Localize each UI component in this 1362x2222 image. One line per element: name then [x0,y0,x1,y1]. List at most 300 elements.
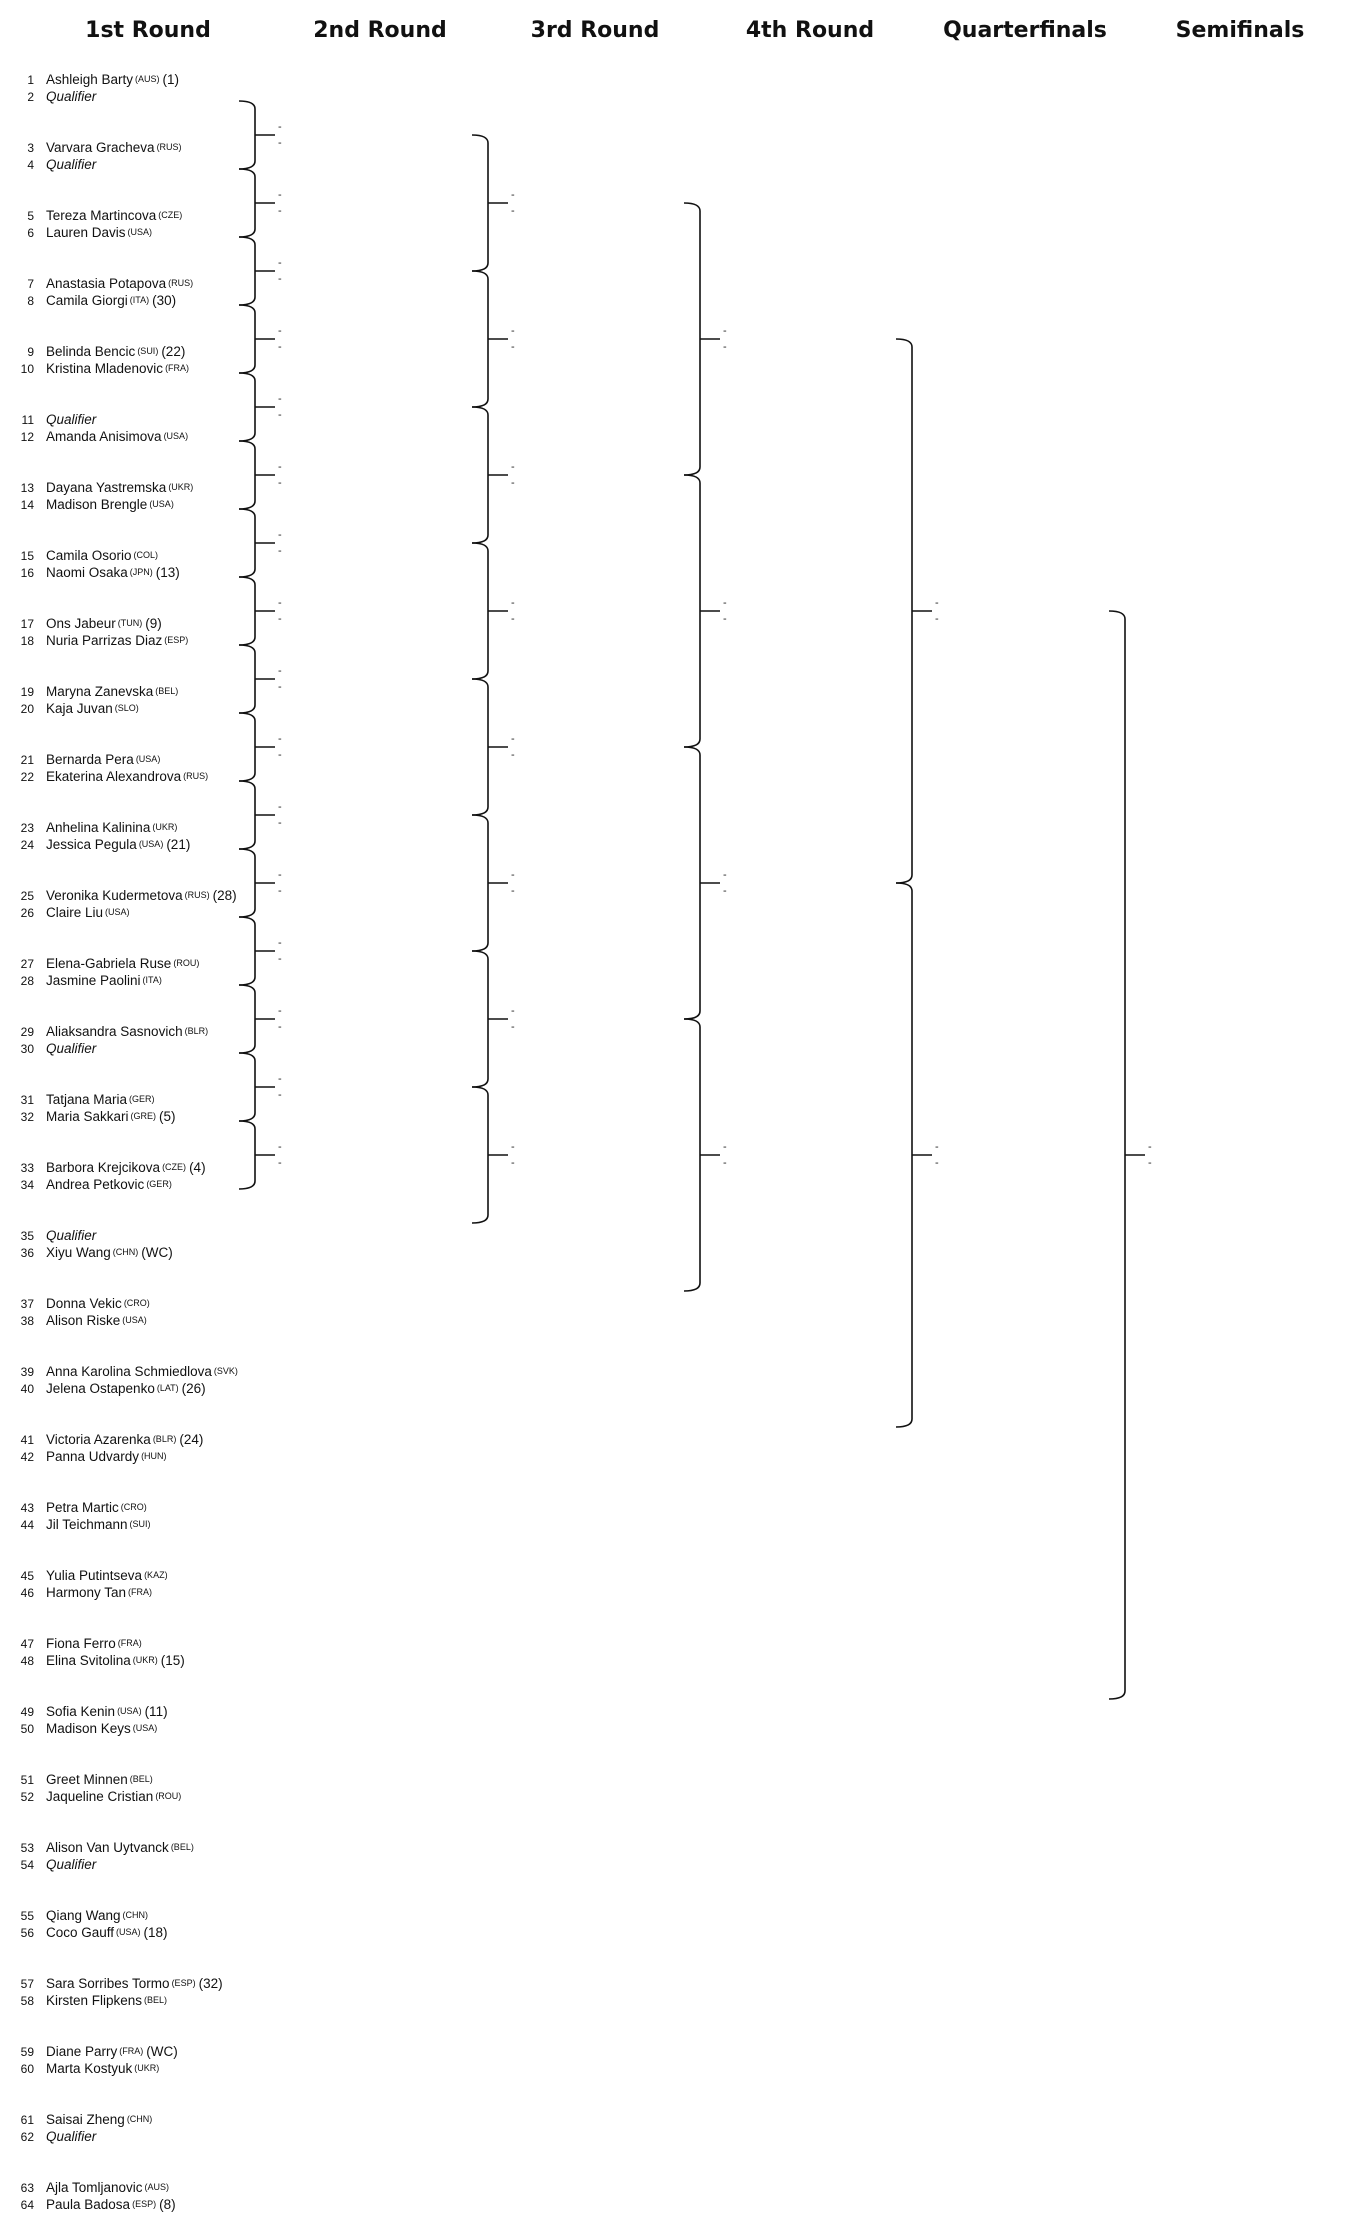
result-placeholder: - [278,1157,282,1169]
player-name: Andrea Petkovic [46,1177,145,1192]
result-placeholder: - [278,1021,282,1033]
player-country: (USA) [105,907,130,917]
bracket-connector [684,475,720,747]
player-name: Panna Udvardy [46,1449,140,1464]
result-placeholder: - [511,733,515,745]
player-country: (CZE) [158,210,183,220]
player-name: Victoria Azarenka [46,1432,151,1447]
draw-number: 36 [20,1246,34,1260]
player-name: Donna Vekic [46,1296,122,1311]
player-country: (CHN) [122,1910,149,1920]
player-country: (GRE) [130,1111,157,1121]
player-name: Coco Gauff [46,1925,115,1940]
bracket-connector [1109,611,1145,1699]
result-placeholder: - [511,869,515,881]
player-name: Naomi Osaka [46,565,128,580]
draw-number: 61 [20,2113,34,2127]
result-placeholder: - [511,189,515,201]
result-placeholder: - [511,613,515,625]
bracket-connector [896,883,932,1427]
player-country: (USA) [127,227,153,237]
player-name: Jaqueline Cristian [46,1789,154,1804]
player-country: (FRA) [119,2046,144,2056]
result-placeholder: - [278,257,282,269]
player-name: Ashleigh Barty [46,72,134,87]
bracket-connector [239,1053,275,1121]
draw-number: 14 [20,498,34,512]
player-seed: (18) [143,1925,168,1940]
result-placeholder: - [278,529,282,541]
bracket-connector [239,1121,275,1189]
draw-number: 52 [20,1790,34,1804]
bracket-connector [896,339,932,883]
result-placeholder: - [935,597,939,609]
player-name: Anastasia Potapova [46,276,167,291]
player-name: Qualifier [46,1857,97,1872]
draw-number: 7 [27,277,34,291]
result-placeholder: - [278,409,282,421]
player-country: (UKR) [132,1655,158,1665]
player-country: (UKR) [152,822,178,832]
result-placeholder: - [723,613,727,625]
player-name: Fiona Ferro [46,1636,116,1651]
player-country: (JPN) [129,567,153,577]
bracket-connector [239,645,275,713]
draw-number: 5 [27,209,34,223]
draw-number: 37 [20,1297,34,1311]
player-name: Sofia Kenin [46,1704,116,1719]
player-country: (FRA) [128,1587,153,1597]
player-country: (BEL) [155,686,179,696]
player-country: (BEL) [129,1774,153,1784]
player-seed: (8) [159,2197,176,2212]
draw-number: 35 [20,1229,34,1243]
result-placeholder: - [511,205,515,217]
draw-number: 46 [20,1586,34,1600]
player-country: (USA) [138,839,164,849]
draw-number: 25 [20,889,34,903]
result-placeholder: - [511,341,515,353]
player-country: (USA) [135,754,161,764]
draw-number: 31 [20,1093,34,1107]
player-name: Alison Van Uytvanck [46,1840,169,1855]
bracket-connector [472,1087,508,1223]
result-placeholder: - [723,341,727,353]
player-country: (GER) [146,1179,172,1189]
draw-number: 30 [20,1042,34,1056]
draw-number: 47 [20,1637,34,1651]
player-country: (ESP) [164,635,189,645]
round-header-5: Quarterfinals [943,18,1107,43]
player-name: Veronika Kudermetova [46,888,183,903]
player-name: Camila Osorio [46,548,132,563]
player-country: (ITA) [129,295,150,305]
draw-number: 22 [20,770,34,784]
player-country: (CHN) [112,1247,139,1257]
draw-number: 42 [20,1450,34,1464]
bracket-connector [684,1019,720,1291]
result-placeholder: - [278,665,282,677]
bracket-connector [239,917,275,985]
player-seed: (11) [144,1704,168,1719]
player-name: Tatjana Maria [46,1092,128,1107]
player-country: (USA) [132,1723,158,1733]
result-placeholder: - [511,1021,515,1033]
player-country: (USA) [149,499,174,509]
draw-number: 28 [20,974,34,988]
draw-number: 39 [20,1365,34,1379]
draw-number: 20 [20,702,34,716]
bracket-connector [239,101,275,169]
draw-number: 38 [20,1314,34,1328]
result-placeholder: - [278,801,282,813]
player-country: (RUS) [184,890,210,900]
bracket-connector [684,747,720,1019]
bracket-connector [239,237,275,305]
player-name: Greet Minnen [46,1772,128,1787]
bracket-connector [239,713,275,781]
result-placeholder: - [723,597,727,609]
player-country: (UKR) [134,2063,160,2073]
draw-number: 44 [20,1518,34,1532]
result-placeholder: - [278,1141,282,1153]
result-placeholder: - [278,205,282,217]
player-country: (UKR) [168,482,194,492]
result-placeholder: - [278,749,282,761]
result-placeholder: - [1148,1157,1152,1169]
bracket-connector [239,305,275,373]
player-country: (GER) [129,1094,155,1104]
player-name: Qualifier [46,1228,97,1243]
draw-number: 60 [20,2062,34,2076]
result-placeholder: - [278,937,282,949]
player-country: (CHN) [126,2114,153,2124]
bracket-connector [239,373,275,441]
result-placeholder: - [511,477,515,489]
player-country: (USA) [122,1315,147,1325]
result-placeholder: - [278,393,282,405]
player-name: Anhelina Kalinina [46,820,151,835]
bracket-connector [472,815,508,951]
result-placeholder: - [278,817,282,829]
player-name: Elina Svitolina [46,1653,131,1668]
player-name: Harmony Tan [46,1585,127,1600]
player-name: Madison Brengle [46,497,148,512]
draw-number: 63 [20,2181,34,2195]
result-placeholder: - [723,1157,727,1169]
result-placeholder: - [278,273,282,285]
player-country: (FRA) [165,363,190,373]
result-placeholder: - [278,869,282,881]
bracket-connector [239,781,275,849]
player-name: Aliaksandra Sasnovich [46,1024,183,1039]
result-placeholder: - [278,189,282,201]
result-placeholder: - [278,545,282,557]
draw-number: 26 [20,906,34,920]
player-country: (AUS) [144,2182,170,2192]
round-header-3: 3rd Round [530,18,660,43]
draw-number: 54 [20,1858,34,1872]
player-name: Maria Sakkari [46,1109,129,1124]
bracket-connector [239,169,275,237]
draw-number: 45 [20,1569,34,1583]
player-name: Ajla Tomljanovic [46,2180,143,2195]
draw-number: 1 [27,73,34,87]
result-placeholder: - [278,477,282,489]
player-country: (KAZ) [144,1570,168,1580]
draw-number: 29 [20,1025,34,1039]
player-name: Anna Karolina Schmiedlova [46,1364,212,1379]
draw-number: 15 [20,549,34,563]
result-placeholder: - [278,1073,282,1085]
result-placeholder: - [278,733,282,745]
result-placeholder: - [278,341,282,353]
draw-number: 10 [20,362,34,376]
result-placeholder: - [278,953,282,965]
player-name: Alison Riske [46,1313,121,1328]
draw-number: 33 [20,1161,34,1175]
draw-number: 4 [27,158,34,172]
player-name: Qiang Wang [46,1908,121,1923]
player-name: Kaja Juvan [46,701,113,716]
player-country: (CRO) [120,1502,147,1512]
player-name: Qualifier [46,412,97,427]
player-country: (RUS) [156,142,182,152]
bracket-connector [239,509,275,577]
player-seed: (WC) [141,1245,173,1260]
player-country: (ROU) [155,1791,182,1801]
result-placeholder: - [511,1005,515,1017]
player-country: (CZE) [162,1162,187,1172]
draw-number: 51 [20,1773,34,1787]
player-name: Varvara Gracheva [46,140,155,155]
bracket-connector [239,985,275,1053]
draw-number: 9 [27,345,34,359]
draw-number: 43 [20,1501,34,1515]
player-country: (ROU) [173,958,200,968]
player-name: Camila Giorgi [46,293,128,308]
player-country: (SLO) [114,703,139,713]
draw-number: 50 [20,1722,34,1736]
player-name: Jil Teichmann [46,1517,128,1532]
player-country: (RUS) [183,771,209,781]
draw-number: 57 [20,1977,34,1991]
result-placeholder: - [511,749,515,761]
draw-number: 17 [20,617,34,631]
bracket-connector [472,135,508,271]
player-name: Belinda Bencic [46,344,136,359]
player-country: (BEL) [170,1842,194,1852]
player-name: Kirsten Flipkens [46,1993,143,2008]
result-placeholder: - [278,461,282,473]
draw-number: 27 [20,957,34,971]
result-placeholder: - [278,1089,282,1101]
draw-number: 40 [20,1382,34,1396]
player-seed: (15) [160,1653,185,1668]
player-seed: (1) [162,72,180,87]
draw-number: 56 [20,1926,34,1940]
draw-number: 32 [20,1110,34,1124]
draw-number: 59 [20,2045,34,2059]
player-seed: (28) [212,888,237,903]
player-name: Xiyu Wang [46,1245,111,1260]
player-country: (COL) [133,550,159,560]
player-country: (TUN) [117,618,143,628]
player-country: (USA) [117,1706,142,1716]
player-name: Lauren Davis [46,225,126,240]
player-name: Marta Kostyuk [46,2061,133,2076]
player-name: Bernarda Pera [46,752,134,767]
result-placeholder: - [723,885,727,897]
player-name: Qualifier [46,157,97,172]
player-seed: (5) [159,1109,176,1124]
draw-number: 21 [20,753,34,767]
result-placeholder: - [723,1141,727,1153]
bracket-connector [239,577,275,645]
bracket-connector [472,271,508,407]
round-header-4: 4th Round [745,18,875,43]
player-name: Sara Sorribes Tormo [46,1976,170,1991]
result-placeholder: - [511,461,515,473]
player-country: (BLR) [152,1434,177,1444]
draw-number: 23 [20,821,34,835]
player-name: Kristina Mladenovic [46,361,164,376]
player-name: Maryna Zanevska [46,684,154,699]
draw-number: 11 [21,413,34,427]
player-name: Jelena Ostapenko [46,1381,155,1396]
player-seed: (30) [152,293,177,308]
player-name: Amanda Anisimova [46,429,162,444]
player-country: (SUI) [129,1519,151,1529]
player-seed: (13) [155,565,180,580]
result-placeholder: - [935,1157,939,1169]
bracket-connector [239,441,275,509]
player-country: (RUS) [168,278,194,288]
result-placeholder: - [723,325,727,337]
draw-number: 6 [27,226,34,240]
result-placeholder: - [1148,1141,1152,1153]
draw-number: 58 [20,1994,34,2008]
bracket-connector [684,203,720,475]
player-seed: (26) [181,1381,206,1396]
player-name: Saisai Zheng [46,2112,125,2127]
result-placeholder: - [278,137,282,149]
player-name: Nuria Parrizas Diaz [46,633,163,648]
round-header-6: Semifinals [1175,18,1305,43]
player-name: Claire Liu [46,905,104,920]
result-placeholder: - [511,1157,515,1169]
result-placeholder: - [278,597,282,609]
result-placeholder: - [278,325,282,337]
draw-number: 34 [20,1178,34,1192]
player-country: (ITA) [142,975,162,985]
draw-number: 24 [20,838,34,852]
player-seed: (21) [166,837,191,852]
player-country: (LAT) [156,1383,179,1393]
result-placeholder: - [278,885,282,897]
draw-number: 8 [27,294,34,308]
player-name: Madison Keys [46,1721,131,1736]
draw-number: 19 [20,685,34,699]
round-header-1: 1st Round [85,18,211,43]
player-name: Qualifier [46,89,97,104]
player-name: Yulia Putintseva [46,1568,143,1583]
result-placeholder: - [278,1005,282,1017]
draw-number: 55 [20,1909,34,1923]
bracket-connector [472,407,508,543]
result-placeholder: - [723,869,727,881]
draw-number: 2 [27,90,34,104]
round-header-2: 2nd Round [313,18,447,43]
player-country: (ESP) [132,2199,157,2209]
player-seed: (22) [161,344,186,359]
player-country: (BEL) [144,1995,168,2005]
player-country: (FRA) [117,1638,142,1648]
result-placeholder: - [278,681,282,693]
player-country: (HUN) [141,1451,167,1461]
draw-number: 41 [20,1433,34,1447]
player-name: Ekaterina Alexandrova [46,769,182,784]
result-placeholder: - [278,121,282,133]
draw-number: 53 [20,1841,34,1855]
result-placeholder: - [935,613,939,625]
result-placeholder: - [511,885,515,897]
player-name: Tereza Martincova [46,208,157,223]
player-seed: (24) [179,1432,204,1447]
draw-number: 49 [20,1705,34,1719]
draw-number: 64 [20,2198,34,2212]
player-country: (SVK) [213,1366,238,1376]
player-country: (USA) [163,431,189,441]
result-placeholder: - [278,613,282,625]
player-name: Elena-Gabriela Ruse [46,956,172,971]
player-name: Petra Martic [46,1500,119,1515]
player-seed: (WC) [146,2044,178,2059]
bracket-connector [472,679,508,815]
draw-number: 62 [20,2130,34,2144]
player-seed: (4) [189,1160,206,1175]
result-placeholder: - [511,1141,515,1153]
player-name: Ons Jabeur [46,616,116,631]
draw-number: 13 [20,481,34,495]
player-country: (BLR) [184,1026,209,1036]
draw-number: 48 [20,1654,34,1668]
player-name: Barbora Krejcikova [46,1160,161,1175]
player-country: (CRO) [123,1298,150,1308]
player-name: Dayana Yastremska [46,480,167,495]
player-country: (ESP) [171,1978,196,1988]
draw-number: 18 [20,634,34,648]
player-name: Jessica Pegula [46,837,137,852]
player-country: (SUI) [137,346,159,356]
player-name: Diane Parry [46,2044,118,2059]
draw-number: 12 [20,430,34,444]
player-name: Qualifier [46,1041,97,1056]
bracket-connector [239,849,275,917]
result-placeholder: - [935,1141,939,1153]
player-name: Paula Badosa [46,2197,131,2212]
draw-number: 16 [20,566,34,580]
bracket-connector [472,543,508,679]
player-name: Qualifier [46,2129,97,2144]
player-seed: (32) [198,1976,223,1991]
player-name: Jasmine Paolini [46,973,141,988]
result-placeholder: - [511,597,515,609]
player-country: (AUS) [135,74,160,84]
result-placeholder: - [511,325,515,337]
draw-number: 3 [27,141,34,155]
player-country: (USA) [116,1927,141,1937]
